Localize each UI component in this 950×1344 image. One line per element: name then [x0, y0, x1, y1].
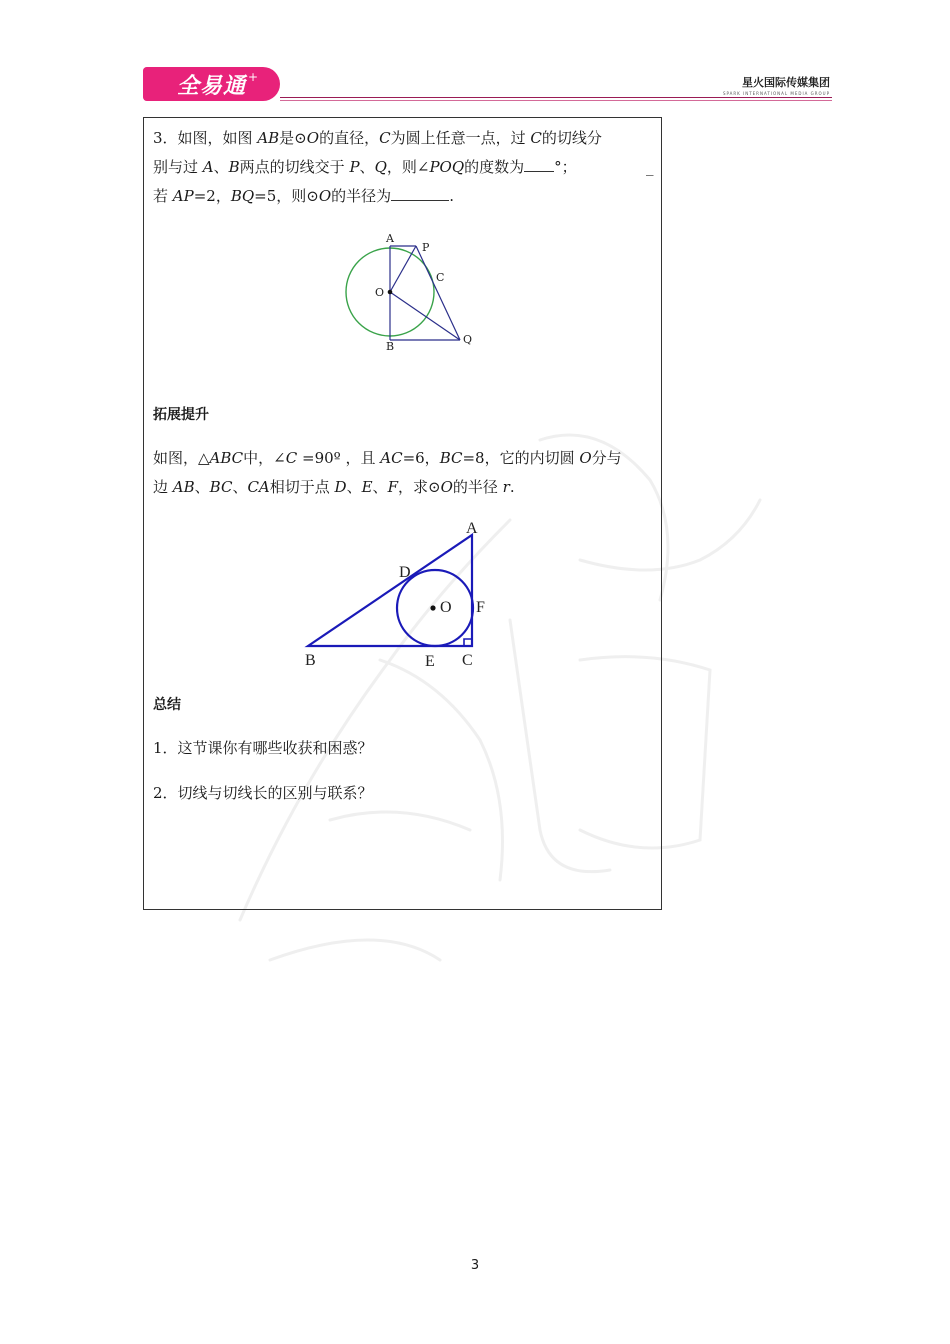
problem-3-line-3 [153, 182, 658, 211]
text-run: O [306, 129, 320, 147]
label-e: E [425, 653, 435, 670]
company-name [700, 74, 830, 96]
text-run: C [530, 129, 542, 147]
extension-heading: 拓展提升 [153, 407, 209, 423]
text-run: AC [380, 449, 403, 467]
text-run: =8，它的内切圆 [462, 449, 580, 467]
answer-blank-angle[interactable] [524, 171, 554, 172]
text-run: B [228, 158, 240, 176]
text-run: POQ [429, 158, 465, 176]
summary-heading: 总结 [153, 697, 181, 713]
text-run: CA [247, 478, 270, 496]
page-number: 3 [470, 1258, 480, 1273]
label-p: P [422, 241, 430, 254]
text-run: 分与 [591, 449, 622, 467]
problem-3-line-2 [153, 153, 658, 182]
text-run: O [579, 449, 592, 467]
text-run: 相切于点 [269, 478, 335, 496]
label-c: C [462, 652, 473, 669]
text-run: 如图，△ [153, 449, 210, 467]
text-run: ABC [209, 449, 244, 467]
extension-line-1 [153, 444, 658, 473]
text-run: 的切线分 [541, 129, 602, 147]
problem-3-line-1 [153, 124, 658, 153]
label-o: O [375, 286, 385, 299]
text-run: E [361, 478, 373, 496]
text-run: 是⊙ [279, 129, 307, 147]
text-run: BC [209, 478, 233, 496]
text-run: . [449, 187, 454, 205]
text-run: 的直径， [319, 129, 380, 147]
company-name-cn: 星火国际传媒集团 [742, 76, 830, 89]
center-point-o [388, 290, 393, 295]
label-a: A [386, 232, 394, 245]
text-run: ，则∠ [386, 158, 430, 176]
text-run: Q [374, 158, 387, 176]
summary-item-1: 1．这节课你有哪些收获和困惑？ [153, 739, 373, 757]
text-run: 两点的切线交于 [239, 158, 350, 176]
text-run: AB [257, 129, 280, 147]
text-run: =5，则⊙ [254, 187, 319, 205]
text-run: 、 [213, 158, 229, 176]
text-run: A [202, 158, 214, 176]
text-run: 若 [153, 187, 173, 205]
header-divider [280, 97, 832, 98]
header-divider-secondary [280, 100, 832, 101]
text-run: 、 [194, 478, 210, 496]
text-run: 边 [153, 478, 173, 496]
company-name-en: SPARK INTERNATIONAL MEDIA GROUP [722, 91, 830, 96]
label-a: A [466, 520, 478, 537]
figure-circle-tangents [330, 228, 490, 358]
brand-logo [143, 67, 280, 101]
text-run: C [379, 129, 391, 147]
text-run: _ [646, 158, 654, 176]
text-run: O [318, 187, 332, 205]
brand-logo-text: 全易通 [176, 73, 246, 99]
summary-item-2: 2．切线与切线长的区别与联系？ [153, 784, 373, 802]
text-run: 的半径为 [331, 187, 392, 205]
label-q: Q [463, 333, 473, 346]
text-run: O [440, 478, 453, 496]
label-c: C [436, 271, 445, 284]
text-run: D [334, 478, 347, 496]
answer-blank-radius[interactable] [391, 200, 449, 201]
text-run: 中，∠ [243, 449, 286, 467]
center-point-o [430, 605, 435, 610]
text-run: 别与过 [153, 158, 203, 176]
label-o: O [440, 599, 452, 616]
label-f: F [476, 599, 485, 616]
triangle-abc [308, 535, 472, 646]
text-run: BQ [230, 187, 255, 205]
text-run: . [509, 478, 515, 496]
label-b: B [386, 340, 395, 353]
text-run: =90º ，且 [297, 449, 381, 467]
segment-oq [390, 292, 460, 340]
tangent-pq [416, 246, 460, 340]
text-run: =2， [193, 187, 231, 205]
sparkle-icon: + [247, 70, 258, 84]
text-run: 为圆上任意一点，过 [390, 129, 531, 147]
text-run: 的度数为 [464, 158, 525, 176]
text-run: P [349, 158, 360, 176]
figure-incircle-triangle [300, 515, 500, 675]
text-run: C [285, 449, 298, 467]
text-run: F [387, 478, 398, 496]
text-run: 、 [372, 478, 388, 496]
text-run: 、 [346, 478, 362, 496]
text-run: AP [172, 187, 194, 205]
text-run: ，求⊙ [397, 478, 441, 496]
extension-line-2 [153, 473, 658, 502]
text-run: 、 [232, 478, 248, 496]
text-run: 、 [359, 158, 375, 176]
text-run: 的半径 [452, 478, 503, 496]
text-run: °； [554, 158, 577, 176]
text-run: BC [439, 449, 463, 467]
label-b: B [305, 652, 316, 669]
segment-op [390, 246, 416, 292]
text-run: r [502, 478, 510, 496]
label-d: D [399, 564, 411, 581]
text-run: AB [172, 478, 195, 496]
text-run: 3．如图，如图 [153, 129, 258, 147]
text-run: =6， [402, 449, 440, 467]
